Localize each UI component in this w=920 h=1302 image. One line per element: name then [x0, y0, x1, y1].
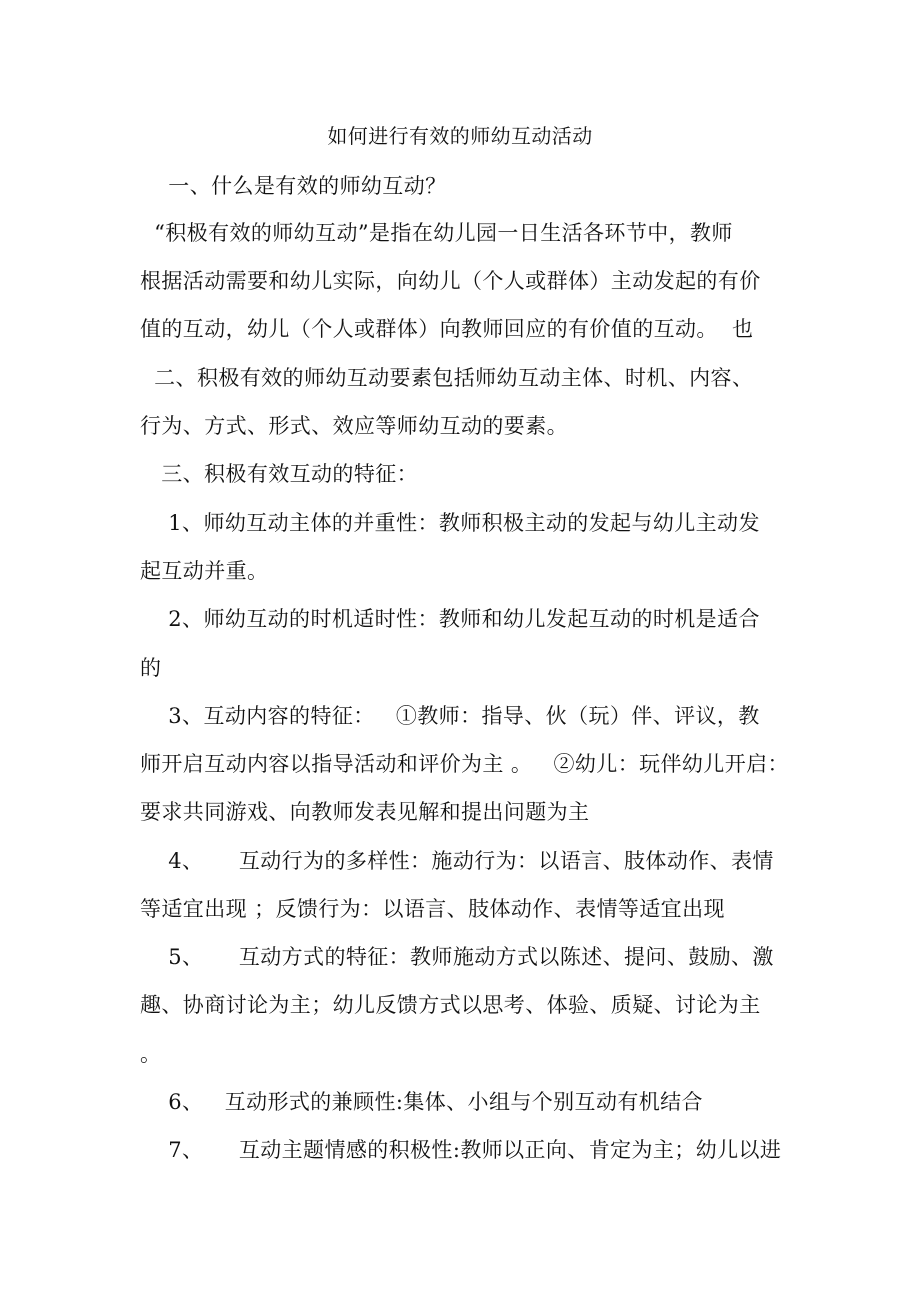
list-item-5: 5、 互动方式的特征：教师施动方式以陈述、提问、鼓励、激	[140, 945, 774, 969]
list-item-6: 6、 互动形式的兼顾性:集体、小组与个别互动有机结合	[140, 1090, 703, 1114]
paragraph-line: 行为、方式、形式、效应等师幼互动的要素。	[140, 414, 568, 438]
document-title: 如何进行有效的师幼互动活动	[327, 124, 593, 148]
list-item-7: 7、 互动主题情感的积极性:教师以正向、肯定为主；幼儿以进	[140, 1138, 782, 1162]
heading-2: 二、积极有效的师幼互动要素包括师幼互动主体、时机、内容、	[140, 366, 754, 390]
heading-1: 一、什么是有效的师幼互动？	[140, 174, 447, 198]
heading-3: 三、积极有效互动的特征：	[140, 462, 419, 486]
paragraph-line: 趣、协商讨论为主；幼儿反馈方式以思考、体验、质疑、讨论为主	[140, 993, 761, 1017]
list-item-1: 1、师幼互动主体的并重性：教师积极主动的发起与幼儿主动发	[140, 511, 760, 535]
paragraph-line: 值的互动，幼儿（个人或群体）向教师回应的有价值的互动。 也	[140, 317, 754, 341]
paragraph-line: 的	[140, 656, 162, 680]
paragraph-line: “积极有效的师幼互动”是指在幼儿园一日生活各环节中，教师	[140, 221, 733, 245]
paragraph-line: 。	[140, 1042, 162, 1066]
paragraph-line: 要求共同游戏、向教师发表见解和提出问题为主	[140, 800, 590, 824]
paragraph-line: 根据活动需要和幼儿实际，向幼儿（个人或群体）主动发起的有价	[140, 269, 761, 293]
paragraph-line: 等适宜出现 ；反馈行为：以语言、肢体动作、表情等适宜出现	[140, 897, 725, 921]
paragraph-line: 师开启互动内容以指导活动和评价为主 。 ②幼儿：玩伴幼儿开启：	[140, 752, 789, 776]
list-item-2: 2、师幼互动的时机适时性：教师和幼儿发起互动的时机是适合	[140, 607, 760, 631]
list-item-4: 4、 互动行为的多样性：施动行为：以语言、肢体动作、表情	[140, 849, 774, 873]
paragraph-line: 起互动并重。	[140, 559, 269, 583]
list-item-3: 3、互动内容的特征： ①教师：指导、伙（玩）伴、评议，教	[140, 704, 760, 728]
